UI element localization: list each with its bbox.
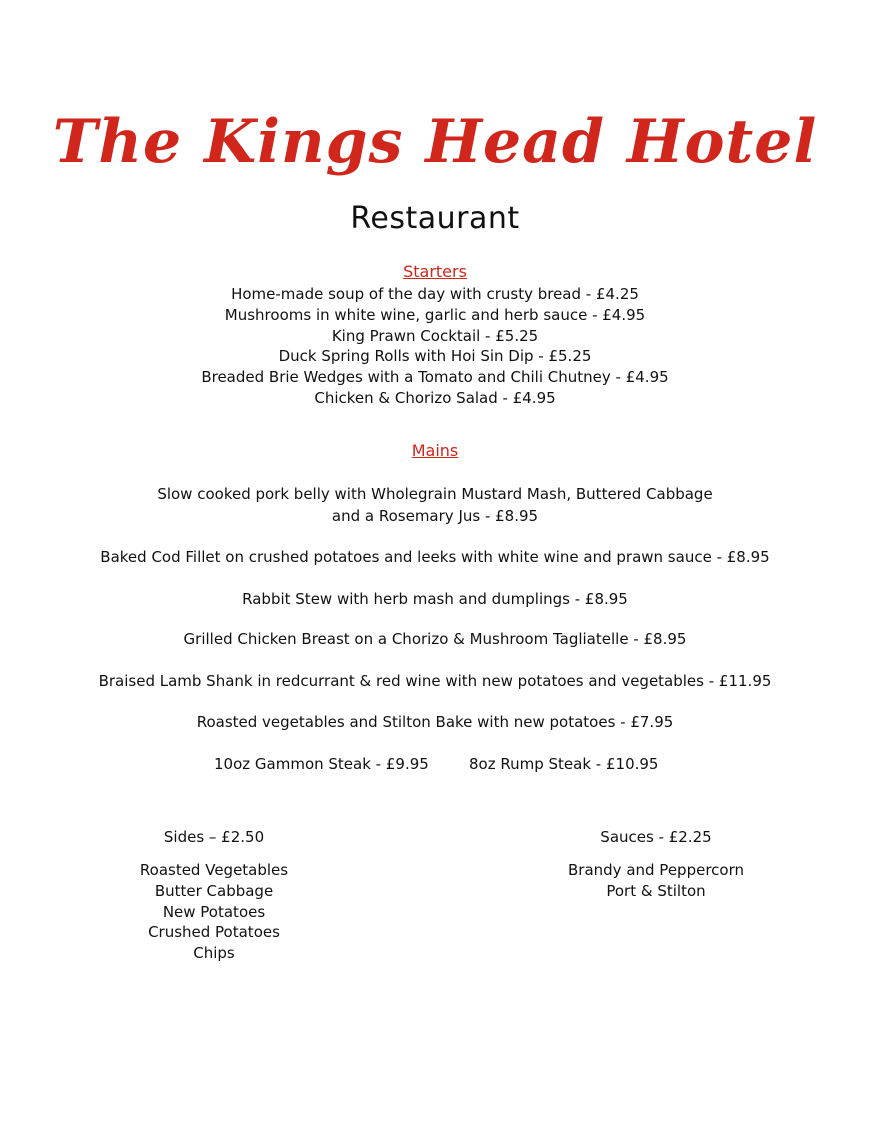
side-item: Butter Cabbage bbox=[154, 881, 274, 900]
starter-item: Mushrooms in white wine, garlic and herb sauce - £4.95 bbox=[224, 305, 646, 324]
sauce-item: Port & Stilton bbox=[606, 881, 706, 900]
side-item: Roasted Vegetables bbox=[139, 861, 289, 879]
mains-heading: Mains bbox=[411, 441, 459, 460]
starters-list bbox=[0, 284, 870, 409]
starter-item: Breaded Brie Wedges with a Tomato and Chili Chutney - £4.95 bbox=[201, 368, 669, 387]
main-item-stilton-bake: Roasted vegetables and Stilton Bake with new potatoes - £7.95 bbox=[196, 713, 674, 731]
main-item-pork-belly-line2: and a Rosemary Jus - £8.95 bbox=[331, 507, 539, 525]
sides-heading: Sides – £2.50 bbox=[163, 828, 265, 846]
main-item-gammon: 10oz Gammon Steak - £9.95 bbox=[214, 755, 429, 773]
sides-list bbox=[114, 860, 314, 964]
hotel-title: The Kings Head Hotel bbox=[52, 107, 818, 177]
starters-heading: Starters bbox=[403, 262, 467, 281]
starter-item: King Prawn Cocktail - £5.25 bbox=[331, 326, 539, 345]
main-item-lamb: Braised Lamb Shank in redcurrant & red wine with new potatoes and vegetables - £11.95 bbox=[98, 672, 772, 690]
restaurant-subtitle: Restaurant bbox=[350, 201, 520, 236]
starter-item: Chicken & Chorizo Salad - £4.95 bbox=[314, 388, 556, 407]
main-item-chicken: Grilled Chicken Breast on a Chorizo & Mushroom Tagliatelle - £8.95 bbox=[183, 630, 687, 648]
sauces-heading: Sauces - £2.25 bbox=[600, 828, 712, 846]
main-item-pork-belly-line1: Slow cooked pork belly with Wholegrain Mustard Mash, Buttered Cabbage bbox=[157, 485, 713, 503]
main-item-rump: 8oz Rump Steak - £10.95 bbox=[469, 755, 659, 773]
side-item: New Potatoes bbox=[162, 902, 266, 921]
side-item: Chips bbox=[193, 944, 235, 963]
main-item-rabbit: Rabbit Stew with herb mash and dumplings - £8.95 bbox=[242, 590, 628, 608]
sauce-item: Brandy and Peppercorn bbox=[568, 861, 744, 879]
starter-item: Duck Spring Rolls with Hoi Sin Dip - £5.25 bbox=[278, 347, 592, 366]
sauces-list bbox=[556, 860, 756, 902]
main-item-cod: Baked Cod Fillet on crushed potatoes and leeks with white wine and prawn sauce - £8.95 bbox=[100, 548, 770, 566]
starter-item: Home-made soup of the day with crusty bread - £4.25 bbox=[231, 285, 639, 303]
side-item: Crushed Potatoes bbox=[148, 923, 280, 942]
